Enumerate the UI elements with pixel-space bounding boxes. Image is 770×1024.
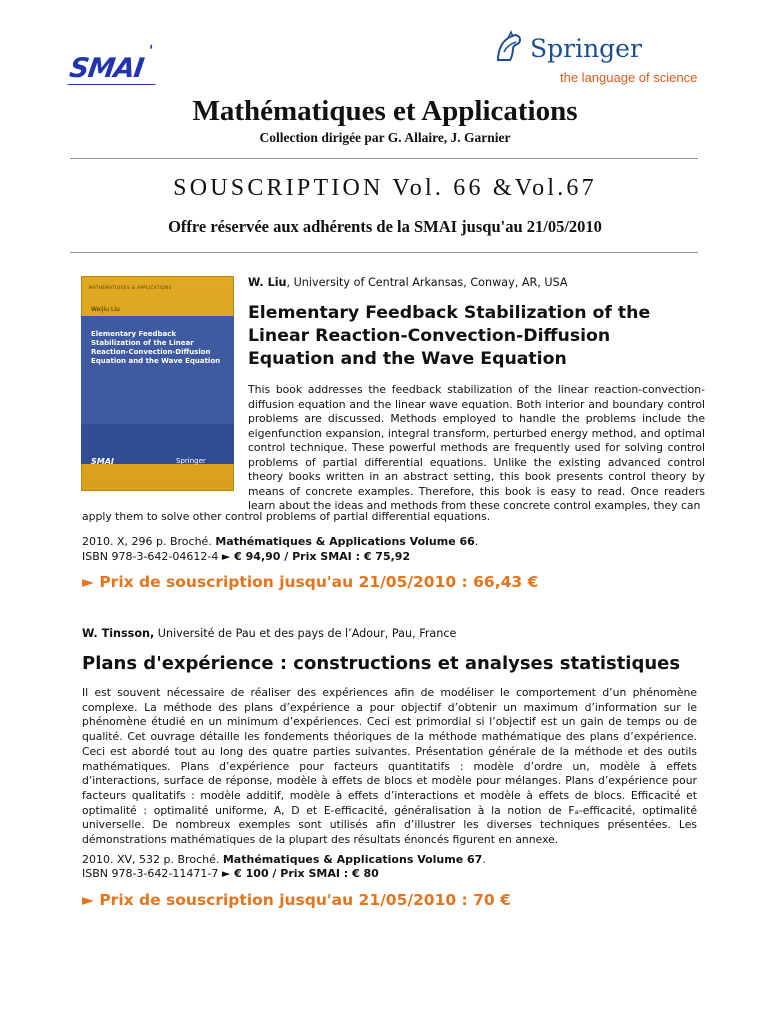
- cover-series: MATHÉMATIQUES & APPLICATIONS: [89, 285, 172, 290]
- page-title: Mathématiques et Applications: [192, 95, 578, 127]
- cover-publisher: Springer: [176, 457, 206, 465]
- springer-tagline: the language of science: [560, 70, 698, 85]
- book1-author: W. Liu, University of Central Arkansas, Conway, AR, USA: [248, 276, 568, 289]
- springer-name: Springer: [530, 34, 642, 63]
- book2-pub-info: 2010. XV, 532 p. Broché. Mathématiques & Applications Volume 67.: [82, 853, 486, 866]
- divider-bottom: [70, 252, 698, 253]
- book2-title: Plans d'expérience : constructions et analyses statistiques: [82, 653, 681, 674]
- book1-subscription-price: ► Prix de souscription jusqu'au 21/05/2010 : 66,43 €: [82, 573, 539, 591]
- book1-pub-info: 2010. X, 296 p. Broché. Mathématiques & Applications Volume 66.: [82, 535, 479, 548]
- book2-subscription-price: ► Prix de souscription jusqu'au 21/05/2010 : 70 €: [82, 891, 511, 909]
- book1-description-continued: apply them to solve other control problems of partial differential equations.: [82, 510, 491, 523]
- cover-title: Elementary Feedback Stabilization of the Linear Reaction-Convection-Diffusion Equation and the Wave Equation: [91, 330, 221, 365]
- springer-logo: [488, 30, 703, 90]
- cover-author: Weijiu Liu: [91, 306, 120, 313]
- book2-description: Il est souvent nécessaire de réaliser des expériences afin de modéliser le comportement d’un phénomène complexe. La méthode des plans d’expérience a pour objectif d’obtenir un maximum d’information sur le phénomène étudié en un minimum d’expériences. Ceci est primordial si l’objectif est un gain de temps ou de qualité. Cet ouvrage détaille les fondements théoriques de la méthode mathématique des plans d’expérience. Ceci est abordé tout au long des quatre parties suivantes. Présentation générale de la méthode et des outils mathématiques. Plans d’expérience pour facteurs quantitatifs : modèle d’ordre un, modèle à effets d’interactions, surface de réponse, modèle à effets de blocs et modèle pour mélanges. Plans d’expérience pour facteurs qualitatifs : modèle additif, modèle à effets d’interactions et modèle à effets de blocs. Efficacité et optimalité : optimalité uniforme, A, D et E-efficacité, généralisation à la notion de Fₐ-efficacité, optimalité universelle. De nombreux exemples sont utilisés afin d’illustrer les diverses techniques présentées. Les démonstrations mathématiques de la plupart des résultats énoncés figurent en annexe.: [82, 686, 697, 847]
- smai-logo: SMAI': [67, 48, 160, 85]
- souscription-heading: SOUSCRIPTION Vol. 66 &Vol.67: [173, 175, 597, 201]
- book2-isbn-price: ISBN 978-3-642-11471-7 ► € 100 / Prix SMAI : € 80: [82, 867, 379, 880]
- springer-horse-icon: [492, 30, 524, 66]
- book-cover-image: [81, 276, 234, 491]
- page-subtitle: Collection dirigée par G. Allaire, J. Garnier: [259, 130, 511, 145]
- book1-isbn-price: ISBN 978-3-642-04612-4 ► € 94,90 / Prix SMAI : € 75,92: [82, 550, 411, 563]
- book1-description: This book addresses the feedback stabilization of the linear reaction-convection-diffusion equation and the linear wave equation. Both interior and boundary control problems are discussed. Methods employed to handle the problems include the eigenfunction expansion, integral transform, perturbed energy method, and optimal control technique. These powerful methods are frequently used for solving control problems of partial differential equations. Unlike the existing advanced control theory books written in an abstract setting, this book presents control theory by means of concrete examples. Therefore, this book is easy to read. Once readers learn about the ideas and methods from these concrete control examples, they can: [248, 383, 705, 512]
- divider-top: [70, 158, 698, 159]
- book1-title: Elementary Feedback Stabilization of the Linear Reaction-Convection-Diffusion Equation and the Wave Equation: [248, 303, 651, 369]
- book2-author: W. Tinsson, Université de Pau et des pays de l’Adour, Pau, France: [82, 627, 457, 640]
- offer-text: Offre réservée aux adhérents de la SMAI jusqu'au 21/05/2010: [168, 217, 602, 236]
- cover-smai-logo: SMAI: [91, 457, 114, 466]
